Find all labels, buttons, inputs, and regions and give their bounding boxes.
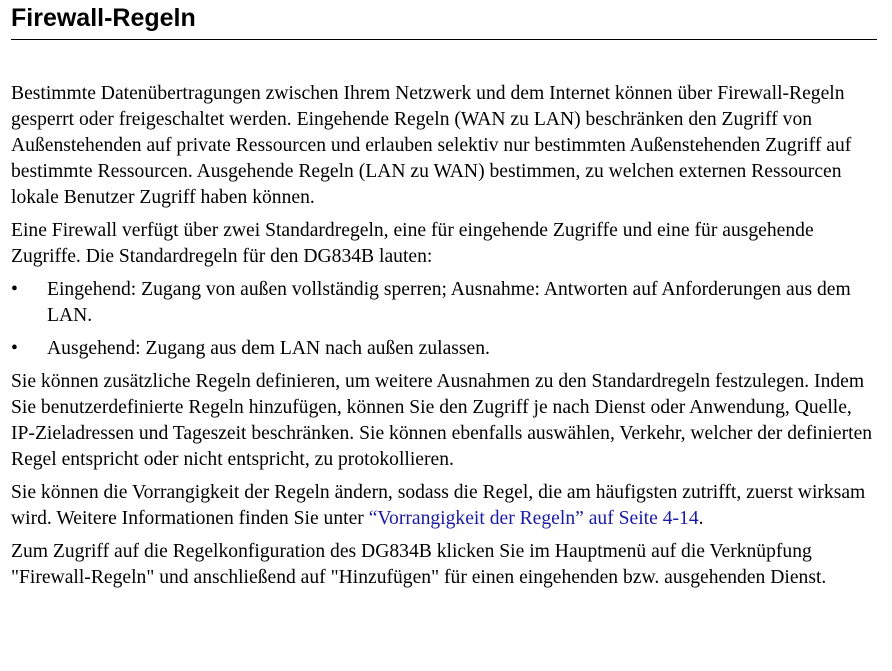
bullet-icon: •	[11, 338, 18, 359]
list-item-text: Eingehend: Zugang von außen vollständig sperren; Ausnahme: Antworten auf Anforderungen aus dem LAN.	[47, 279, 851, 326]
document-page	[11, 0, 877, 591]
default-rules-list	[11, 277, 877, 362]
precedence-text-end: .	[698, 508, 704, 529]
default-rules-paragraph: Eine Firewall verfügt über zwei Standardregeln, eine für eingehende Zugriffe und eine für ausgehende Zugriffe. Die Standardregeln für den DG834B lauten:	[11, 220, 814, 267]
list-item	[11, 277, 877, 329]
list-item	[11, 336, 877, 362]
precedence-cross-reference-link[interactable]: “Vorrangigkeit der Regeln” auf Seite 4-14	[368, 508, 699, 529]
title-divider	[11, 39, 877, 40]
bullet-icon: •	[11, 279, 18, 300]
precedence-text: Sie können die Vorrangigkeit der Regeln ändern, sodass die Regel, die am häufigsten zutrifft, zuerst wirksam wird. Weitere Informationen finden Sie unter	[11, 482, 866, 529]
access-instructions-paragraph: Zum Zugriff auf die Regelkonfiguration des DG834B klicken Sie im Hauptmenü auf die Verknüpfung "Firewall-Regeln" und anschließend auf "Hinzufügen" für einen eingehenden bzw. ausgehenden Dienst.	[11, 541, 827, 588]
intro-paragraph: Bestimmte Datenübertragungen zwischen Ihrem Netzwerk und dem Internet können über Firewall-Regeln gesperrt oder freigeschaltet werden. Eingehende Regeln (WAN zu LAN) beschränken den Zugriff von Außenstehenden auf private Ressourcen und erlauben selektiv nur bestimmten Außenstehenden Zugriff auf bestimmte Ressourcen. Ausgehende Regeln (LAN zu WAN) bestimmen, zu welchen externen Ressourcen lokale Benutzer Zugriff haben können.	[11, 83, 852, 208]
precedence-paragraph	[11, 480, 877, 532]
custom-rules-paragraph: Sie können zusätzliche Regeln definieren, um weitere Ausnahmen zu den Standardregeln festzulegen. Indem Sie benutzerdefinierte Regeln hinzufügen, können Sie den Zugriff je nach Dienst oder Anwendung, Quelle, IP-Zieladressen und Tageszeit beschränken. Sie können ebenfalls auswählen, Verkehr, welcher der definierten Regel entspricht oder nicht entspricht, zu protokollieren.	[11, 371, 873, 470]
list-item-text: Ausgehend: Zugang aus dem LAN nach außen zulassen.	[47, 338, 490, 359]
page-title: Firewall-Regeln	[11, 4, 196, 32]
